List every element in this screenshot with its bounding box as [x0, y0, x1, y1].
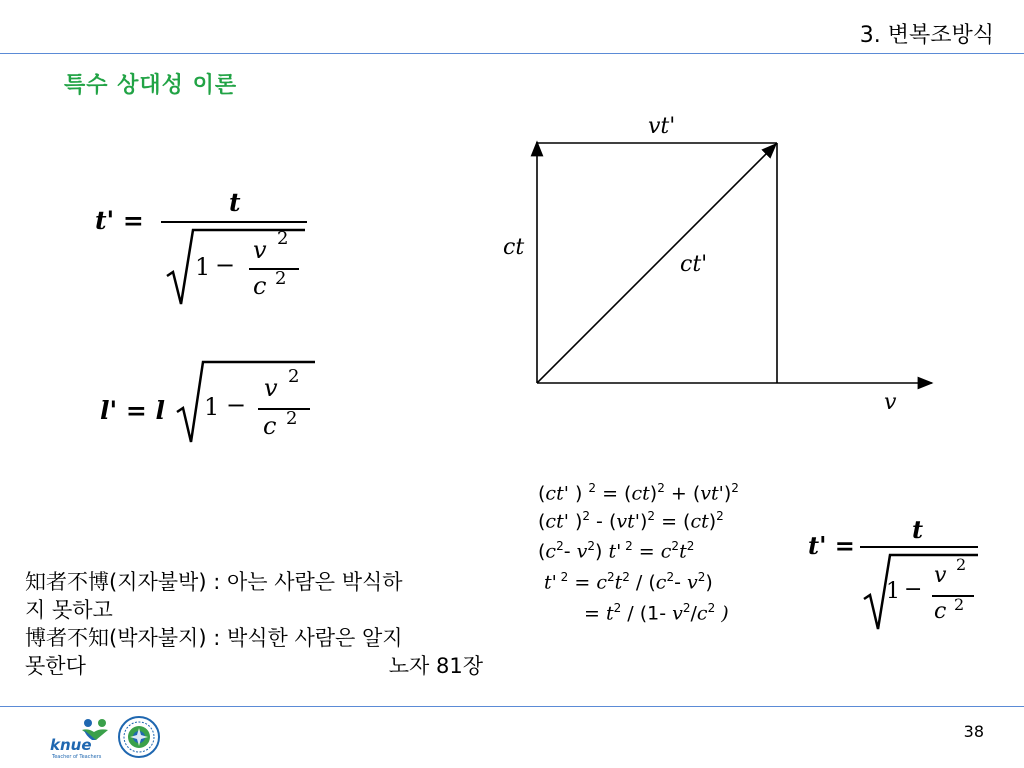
formula-v: v	[253, 236, 267, 264]
fraction-bar	[860, 546, 978, 548]
label-ct-prime: ct'	[680, 252, 708, 277]
formula-v-exp: 2	[956, 555, 967, 574]
knue-tagline: Teacher of Teachers	[52, 754, 102, 760]
quote-line-1: 知者不博(지자불박) : 아는 사람은 박식하	[25, 570, 403, 594]
derivation-line-4: t' $^2 = c^2t^2 / (c^2-$ $v^2$)	[544, 570, 713, 594]
quote-line-4: 못한다	[25, 654, 86, 678]
formula-minus: −	[904, 577, 923, 602]
formula-c: c	[253, 272, 267, 300]
knue-logo	[50, 718, 118, 760]
diagonal-arrow	[537, 144, 776, 383]
formula-c-exp: 2	[954, 595, 965, 614]
time-dilation-formula	[95, 188, 325, 318]
page-number: 38	[963, 722, 984, 741]
formula-v: v	[264, 374, 278, 402]
quote-line-3: 博者不知(박자불지) : 박식한 사람은 알지	[25, 626, 403, 650]
label-vt: vt'	[648, 114, 676, 139]
formula-v: v	[934, 563, 947, 588]
velocity-triangle-diagram	[500, 110, 950, 410]
formula-lhs: t' =	[95, 206, 144, 235]
length-contraction-formula	[100, 360, 330, 460]
university-seal-icon	[118, 716, 160, 758]
slide-title: 특수 상대성 이론	[64, 73, 238, 98]
label-v: v	[884, 390, 897, 415]
formula-minus: −	[226, 391, 247, 419]
quote-line-4-row	[25, 652, 495, 680]
derivation-line-3: ($c^2-$ $v^2$) t' $^2 = c^2t^2$	[538, 539, 695, 563]
formula-lhs: l' = l	[100, 396, 166, 425]
laozi-quote	[25, 568, 495, 680]
formula-v-exp: 2	[277, 228, 289, 249]
derivation-line-2: (ct' )$^2 - (vt')^2 = (ct)^2$	[538, 509, 724, 533]
quote-line-2: 지 못하고	[25, 598, 113, 622]
formula-c: c	[263, 412, 277, 440]
formula-numerator: t	[912, 515, 924, 544]
formula-v-exp: 2	[288, 366, 300, 387]
section-title: 3. 변복조방식	[859, 23, 994, 48]
derivation-line-1: (ct' ) $^2 = (ct)^2 + (vt')^2$	[538, 481, 739, 505]
inner-fraction-bar	[249, 268, 299, 270]
formula-one: 1	[886, 579, 900, 604]
time-dilation-formula-result	[808, 515, 1008, 635]
formula-c: c	[934, 599, 947, 624]
header-divider	[0, 53, 1024, 54]
quote-source: 노자 81장	[388, 654, 483, 678]
inner-fraction-bar	[258, 408, 310, 410]
footer-divider	[0, 706, 1024, 707]
formula-one: 1	[204, 393, 220, 421]
formula-one: 1	[195, 253, 211, 281]
formula-c-exp: 2	[286, 408, 298, 429]
knue-wordmark: knue	[50, 736, 92, 754]
fraction-bar	[161, 221, 307, 223]
derivation-line-5: = $t^2 / (1-$ $v^2/c^2$ )	[584, 601, 729, 625]
formula-lhs: t' =	[808, 531, 855, 560]
inner-fraction-bar	[932, 595, 974, 597]
label-ct: ct	[503, 235, 525, 260]
formula-c-exp: 2	[275, 268, 287, 289]
formula-numerator: t	[229, 188, 241, 217]
formula-minus: −	[215, 251, 236, 279]
